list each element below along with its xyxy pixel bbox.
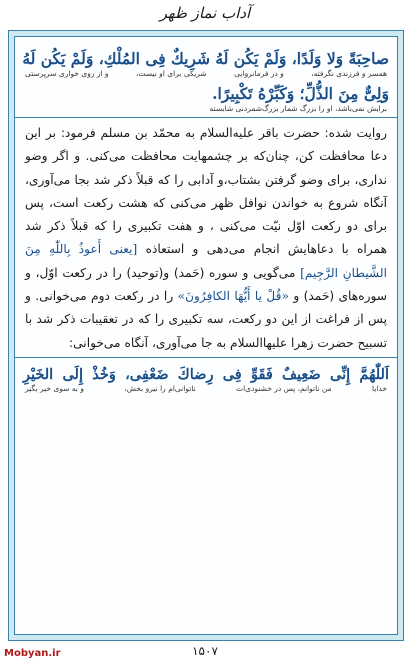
page-frame [8,30,404,641]
surah-kafirun-quote: «قُلْ یا أَیُّهَا الکافِرُونَ» [177,289,289,304]
gloss-item: ناتوانی‌ام را نیرو بخش، [124,383,196,393]
gloss-item: خدایا [371,383,387,393]
gloss-item: همسر و فرزندی نگرفته، [311,69,387,78]
gloss-top-line-1 [15,69,397,78]
gloss-item: برایش نمی‌باشد، او را بزرگ شمار بزرگ‌شمردنی شایسته [209,104,387,113]
page-number: ۱۵۰۷ [192,644,218,658]
page-content [14,36,398,635]
paragraph-part-3: را در رکعت دوم می‌خوانی. و پس از فراغت از این دو رکعت، سه تکبیری را که در تعقیبات ذکر شد با تسبیح حضرت زهرا علیهاالسلام به جا می‌آوری، آنگاه می‌خوانی: [25,289,387,350]
gloss-item: و به سوی خیر بگیر [25,383,84,393]
gloss-bottom-line [15,384,397,393]
gloss-item: و از روی خواری سرپرستی [25,69,109,78]
istiadha-quote: [یعنی أَعوذُ بِاللّٰهِ مِنَ الشَّیطانِ الرَّجِیم] [25,242,388,280]
paragraph-part-2: می‌گویی و سوره (حَمد) و(توحید) را در رکعت اوّل، و سوره‌های (حَمد) و [25,265,387,304]
commentary-text [15,122,397,355]
gloss-top-line-2 [15,104,397,113]
watermark: Mobyan.ir [4,648,61,659]
arabic-top-line-1: صاحِبَةً وَلا وَلَدًا، وَلَمْ یَكُن لَهُ شَرِیكٌ فِی المُلْكِ، وَلَمْ یَكُن لَهُ [22,49,389,68]
gloss-item: و در فرمانروایی [234,69,284,78]
divider [15,357,397,358]
arabic-bottom-line: اَللّٰهُمَّ إِنِّی ضَعِیفٌ فَقَوِّ فِی رِضاكَ ضَعْفِی، وَخُذْ إِلَی الخَیْرِ [23,365,389,383]
page-title: آداب نماز ظهر [159,4,251,22]
gloss-item: من ناتوانم، پس در خشنودی‌ات [236,383,332,393]
paragraph-part-1: روایت شده: حضرت باقر علیه‌السلام به محمّد بن مسلم فرمود: بر این دعا محافظت کن، چنان‌که بر چشمهایت محافظت می‌کنی. و اگر وضو نداری، برای وضو گرفتن بشتاب،و آدابی را که قبلاً ذکر شد بجا می‌آوری، آنگاه شروع به خواندن نوافل ظهر می‌کنی که هشت رکعت است، پس برای دو رکعت اوّل نیّت می‌کنی ، و هفت تکبیری را که قبلاً ذکر شد همراه با دعاهایش انجام می‌دهی و استعاذه [25,126,388,257]
arabic-top-line-2: وَلِیٌّ مِنَ الذُّلِّ؛ وَكَبِّرْهُ تَكْبِیرًا. [212,84,389,103]
gloss-item: شریکی برای او نیست، [135,69,207,78]
divider [15,117,397,118]
